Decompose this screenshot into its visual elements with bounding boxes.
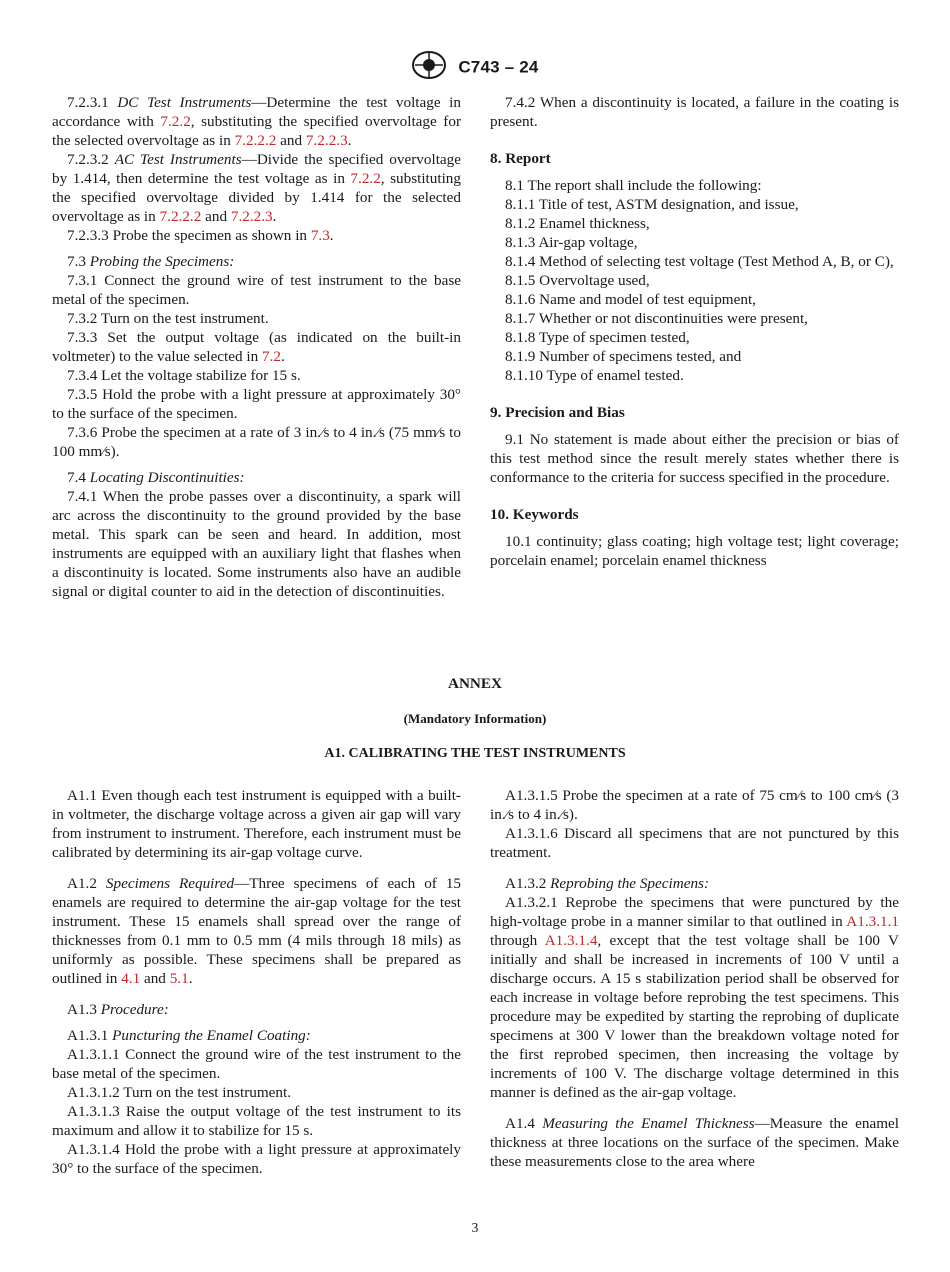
report-item: 8.1.10 Type of enamel tested. <box>505 367 684 384</box>
report-item: 8.1.4 Method of selecting test voltage (Test Method A, B, or C), <box>505 253 894 270</box>
paragraph-7-2-3-1: 7.2.3.1 DC Test Instruments—Determine the test voltage in accordance with 7.2.2, substituting the specified overvoltage for the selected overvoltage as in 7.2.2.2 and 7.2.2.3. <box>52 94 462 149</box>
paragraph-10-1: 10.1 continuity; glass coating; high voltage test; light coverage; porcelain enamel; porcelain enamel thickness <box>490 533 899 569</box>
paragraph-7-3-4: 7.3.4 Let the voltage stabilize for 15 s. <box>67 367 301 384</box>
paragraph-7-4-2: 7.4.2 When a discontinuity is located, a failure in the coating is present. <box>490 94 899 130</box>
document-designation: C743 – 24 <box>458 57 539 77</box>
paragraph-a1-3-2-1: A1.3.2.1 Reprobe the specimens that were punctured by the high-voltage probe in a manner similar to that outlined in A1.3.1.1 through A1.3.1.4, except that the test voltage shall be 100 V initially and shall be increased in increments of 100 V until a discharge occurs. A 15 s stabilization period shall be observed for each increase in voltage before reprobing the test specimens. This procedure may be expedited by starting the reprobing of duplicate specimens at 300 V lower than the breakdown voltage noted for the first reprobed specimen, then increasing the voltage by increments of 100 V. The discharge voltage determined in this manner is defined as the air-gap voltage. <box>490 894 899 1101</box>
paragraph-9-1: 9.1 No statement is made about either the precision or bias of this test method since the result merely states whether there is conformance to the criteria for success specified in the procedure. <box>490 431 899 486</box>
section-heading-report: 8. Report <box>490 150 551 167</box>
ref-link[interactable]: 7.2.2.3 <box>305 132 348 149</box>
ref-link[interactable]: 4.1 <box>121 970 141 987</box>
column-bottom-right <box>490 786 899 1171</box>
ref-link[interactable]: 5.1 <box>169 970 189 987</box>
paragraph-a1-4: A1.4 Measuring the Enamel Thickness—Measure the enamel thickness at three locations on the surface of the specimen. Make these measurements close to the area where <box>490 1115 899 1170</box>
column-top-left <box>52 93 461 601</box>
paragraph-7-3-3: 7.3.3 Set the output voltage (as indicated on the built-in voltmeter) to the value selected in 7.2. <box>52 329 461 365</box>
paragraph-a1-3-1: A1.3.1 Puncturing the Enamel Coating: <box>67 1027 311 1044</box>
paragraph-7-2-3-3: 7.2.3.3 Probe the specimen as shown in 7.3. <box>67 227 334 244</box>
report-item: 8.1.3 Air-gap voltage, <box>505 234 638 251</box>
report-item: 8.1.1 Title of test, ASTM designation, and issue, <box>505 196 799 213</box>
report-item: 8.1.6 Name and model of test equipment, <box>505 291 756 308</box>
column-top-right <box>490 93 899 570</box>
report-item: 8.1.2 Enamel thickness, <box>505 215 650 232</box>
report-item: 8.1 The report shall include the following: <box>505 177 762 194</box>
paragraph-7-4: 7.4 Locating Discontinuities: <box>67 469 245 486</box>
page-header <box>0 50 950 85</box>
paragraph-7-2-3-2: 7.2.3.2 AC Test Instruments—Divide the specified overvoltage by 1.414, then determine the test voltage as in 7.2.2, substituting the specified overvoltage divided by 1.414 for the selected overvoltage as in 7.2.2.2 and 7.2.2.3. <box>52 151 461 225</box>
ref-link[interactable]: 7.3 <box>310 227 330 244</box>
paragraph-7-3: 7.3 Probing the Specimens: <box>67 253 235 270</box>
paragraph-a1-3-1-1: A1.3.1.1 Connect the ground wire of the test instrument to the base metal of the specimen. <box>52 1046 461 1082</box>
paragraph-7-4-1: 7.4.1 When the probe passes over a discontinuity, a spark will arc across the discontinuity to the ground provided by the base metal. This spark can be seen and heard. In addition, most instruments are equipped with an auxiliary light that flashes when a discontinuity is located. Some instruments also have an audible signal or digital counter to aid in the detection of discontinuities. <box>52 488 461 600</box>
report-item: 8.1.7 Whether or not discontinuities were present, <box>505 310 808 327</box>
paragraph-a1-2: A1.2 Specimens Required—Three specimens of each of 15 enamels are required to determine the air-gap voltage for the test instrument. These 15 enamels shall spread over the range of thicknesses from 0.1 mm to 0.5 mm (4 mils through 18 mils) as uniformly as possible. These specimens shall be prepared as outlined in 4.1 and 5.1. <box>52 875 462 987</box>
astm-logo-icon <box>411 50 447 85</box>
ref-link[interactable]: 7.2.2 <box>350 170 381 187</box>
paragraph-a1-3-2: A1.3.2 Reprobing the Specimens: <box>505 875 710 892</box>
section-heading-precision: 9. Precision and Bias <box>490 404 625 421</box>
report-item: 8.1.9 Number of specimens tested, and <box>505 348 742 365</box>
paragraph-7-3-1: 7.3.1 Connect the ground wire of test instrument to the base metal of the specimen. <box>52 272 461 308</box>
annex-section-heading: A1. CALIBRATING THE TEST INSTRUMENTS <box>324 746 626 761</box>
ref-link[interactable]: 7.2 <box>262 348 281 365</box>
ref-link[interactable]: 7.2.2.2 <box>159 208 202 225</box>
ref-link[interactable]: 7.2.2.3 <box>230 208 273 225</box>
paragraph-7-3-6: 7.3.6 Probe the specimen at a rate of 3 in.⁄s to 4 in.⁄s (75 mm⁄s to 100 mm⁄s). <box>52 424 461 460</box>
report-item: 8.1.5 Overvoltage used, <box>505 272 650 289</box>
ref-link[interactable]: 7.2.2.2 <box>234 132 277 149</box>
paragraph-7-3-2: 7.3.2 Turn on the test instrument. <box>67 310 269 327</box>
paragraph-a1-3-1-2: A1.3.1.2 Turn on the test instrument. <box>67 1084 292 1101</box>
paragraph-a1-3-1-6: A1.3.1.6 Discard all specimens that are not punctured by this treatment. <box>490 825 899 861</box>
report-item: 8.1.8 Type of specimen tested, <box>505 329 690 346</box>
paragraph-a1-3-1-3: A1.3.1.3 Raise the output voltage of the test instrument to its maximum and allow it to stabilize for 15 s. <box>52 1103 461 1139</box>
paragraph-a1-3-1-4: A1.3.1.4 Hold the probe with a light pressure at approximately 30° to the surface of the specimen. <box>52 1141 461 1177</box>
section-heading-keywords: 10. Keywords <box>490 506 579 523</box>
paragraph-a1-3: A1.3 Procedure: <box>67 1001 169 1018</box>
annex-subtitle: (Mandatory Information) <box>403 711 547 726</box>
paragraph-a1-3-1-5: A1.3.1.5 Probe the specimen at a rate of 75 cm⁄s to 100 cm⁄s (3 in.⁄s to 4 in.⁄s). <box>490 787 899 823</box>
annex-title: ANNEX <box>447 675 502 692</box>
ref-link[interactable]: 7.2.2 <box>160 113 191 130</box>
page-number: 3 <box>471 1220 479 1235</box>
ref-link[interactable]: A1.3.1.4 <box>544 932 598 949</box>
column-bottom-left <box>52 786 461 1178</box>
ref-link[interactable]: A1.3.1.1 <box>846 913 899 930</box>
paragraph-a1-1: A1.1 Even though each test instrument is equipped with a built-in voltmeter, the discharge voltage across a given air gap will vary from instrument to instrument. Therefore, each instrument must be calibrated by determining its air-gap voltage curve. <box>52 787 461 861</box>
paragraph-7-3-5: 7.3.5 Hold the probe with a light pressure at approximately 30° to the surface of the specimen. <box>52 386 461 422</box>
